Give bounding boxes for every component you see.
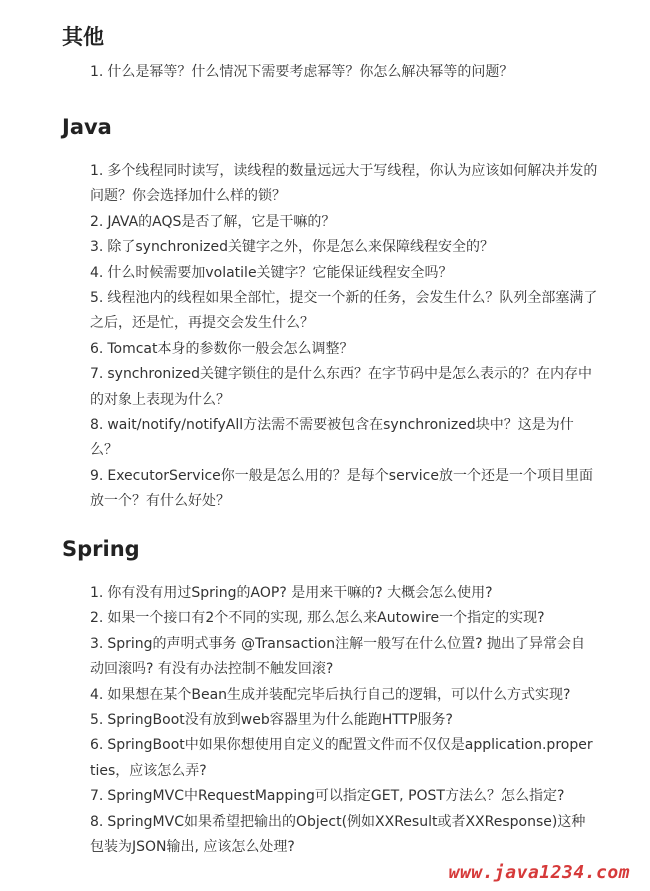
question-item xyxy=(90,581,598,606)
question-number: 3. xyxy=(90,239,104,256)
question-number: 1. xyxy=(90,163,104,179)
section-other xyxy=(0,23,650,85)
question-number: 1. xyxy=(90,64,104,80)
question-number: 9. xyxy=(90,467,104,484)
question-number: 7. xyxy=(90,366,104,383)
question-item xyxy=(90,159,598,210)
question-text: SpringBoot没有放到web容器里为什么能跑HTTP服务? xyxy=(107,712,453,729)
question-item xyxy=(90,810,598,861)
question-item xyxy=(90,733,598,784)
question-item xyxy=(90,60,598,85)
question-text: Spring的声明式事务 @Transaction注解一般写在什么位置? 抛出了异常会自动回滚吗? 有没有办法控制不触发回滚? xyxy=(90,635,585,678)
question-item xyxy=(90,784,598,809)
question-number: 6. xyxy=(90,340,104,357)
watermark: www.java1234.com xyxy=(448,862,630,883)
question-item xyxy=(90,413,598,464)
question-item xyxy=(90,683,598,708)
section-title-java: Java xyxy=(62,115,112,139)
question-list-spring xyxy=(0,581,650,860)
question-text: 除了synchronized关键字之外，你是怎么来保障线程安全的？ xyxy=(107,239,495,256)
question-number: 8. xyxy=(90,813,104,830)
question-number: 6. xyxy=(90,737,104,754)
question-text: 多个线程同时读写，读线程的数量远远大于写线程，你认为应该如何解决并发的问题？你会选择加什么样的锁？ xyxy=(90,163,598,205)
question-text: 如果想在某个Bean生成并装配完毕后执行自己的逻辑，可以什么方式实现? xyxy=(107,686,571,703)
question-list-other xyxy=(0,60,650,85)
question-text: 什么是幂等？什么情况下需要考虑幂等？你怎么解决幂等的问题？ xyxy=(107,64,514,80)
question-number: 5. xyxy=(90,712,104,729)
question-item xyxy=(90,606,598,631)
question-text: wait/notify/notifyAll方法需不需要被包含在synchronized块中？这是为什么？ xyxy=(90,417,574,459)
section-title-other: 其他 xyxy=(62,25,104,49)
question-number: 4. xyxy=(90,686,104,703)
question-item xyxy=(90,632,598,683)
question-item xyxy=(90,286,598,337)
question-text: SpringBoot中如果你想使用自定义的配置文件而不仅仅是application.properties，应该怎么弄? xyxy=(90,737,593,779)
question-item xyxy=(90,708,598,733)
question-item xyxy=(90,337,598,362)
question-number: 2. xyxy=(90,213,104,230)
question-item xyxy=(90,235,598,260)
question-text: 线程池内的线程如果全部忙，提交一个新的任务，会发生什么？队列全部塞满了之后，还是忙，再提交会发生什么？ xyxy=(90,290,598,332)
question-text: 你有没有用过Spring的AOP? 是用来干嘛的? 大概会怎么使用? xyxy=(107,585,493,601)
question-text: synchronized关键字锁住的是什么东西？在字节码中是怎么表示的？在内存中的对象上表现为什么？ xyxy=(90,366,593,408)
question-number: 3. xyxy=(90,635,104,652)
question-item xyxy=(90,210,598,235)
question-number: 4. xyxy=(90,264,104,281)
section-java xyxy=(0,113,650,515)
question-item xyxy=(90,464,598,515)
question-list-java xyxy=(0,159,650,515)
question-text: ExecutorService你一般是怎么用的？是每个service放一个还是一个项目里面放一个？有什么好处？ xyxy=(90,467,593,510)
section-title-spring: Spring xyxy=(62,537,140,561)
question-text: SpringMVC中RequestMapping可以指定GET, POST方法么？怎么指定? xyxy=(107,788,565,805)
question-number: 5. xyxy=(90,290,104,307)
question-text: 如果一个接口有2个不同的实现, 那么怎么来Autowire一个指定的实现? xyxy=(107,610,545,627)
question-item xyxy=(90,261,598,286)
question-text: 什么时候需要加volatile关键字？它能保证线程安全吗？ xyxy=(107,264,453,281)
question-number: 8. xyxy=(90,417,104,434)
question-number: 2. xyxy=(90,610,104,627)
question-item xyxy=(90,362,598,413)
question-number: 7. xyxy=(90,788,104,805)
section-spring xyxy=(0,535,650,860)
question-number: 1. xyxy=(90,585,104,601)
question-text: Tomcat本身的参数你一般会怎么调整？ xyxy=(107,340,354,357)
question-text: JAVA的AQS是否了解，它是干嘛的？ xyxy=(107,213,336,230)
question-text: SpringMVC如果希望把输出的Object(例如XXResult或者XXResponse)这种包装为JSON输出, 应该怎么处理? xyxy=(90,813,586,856)
